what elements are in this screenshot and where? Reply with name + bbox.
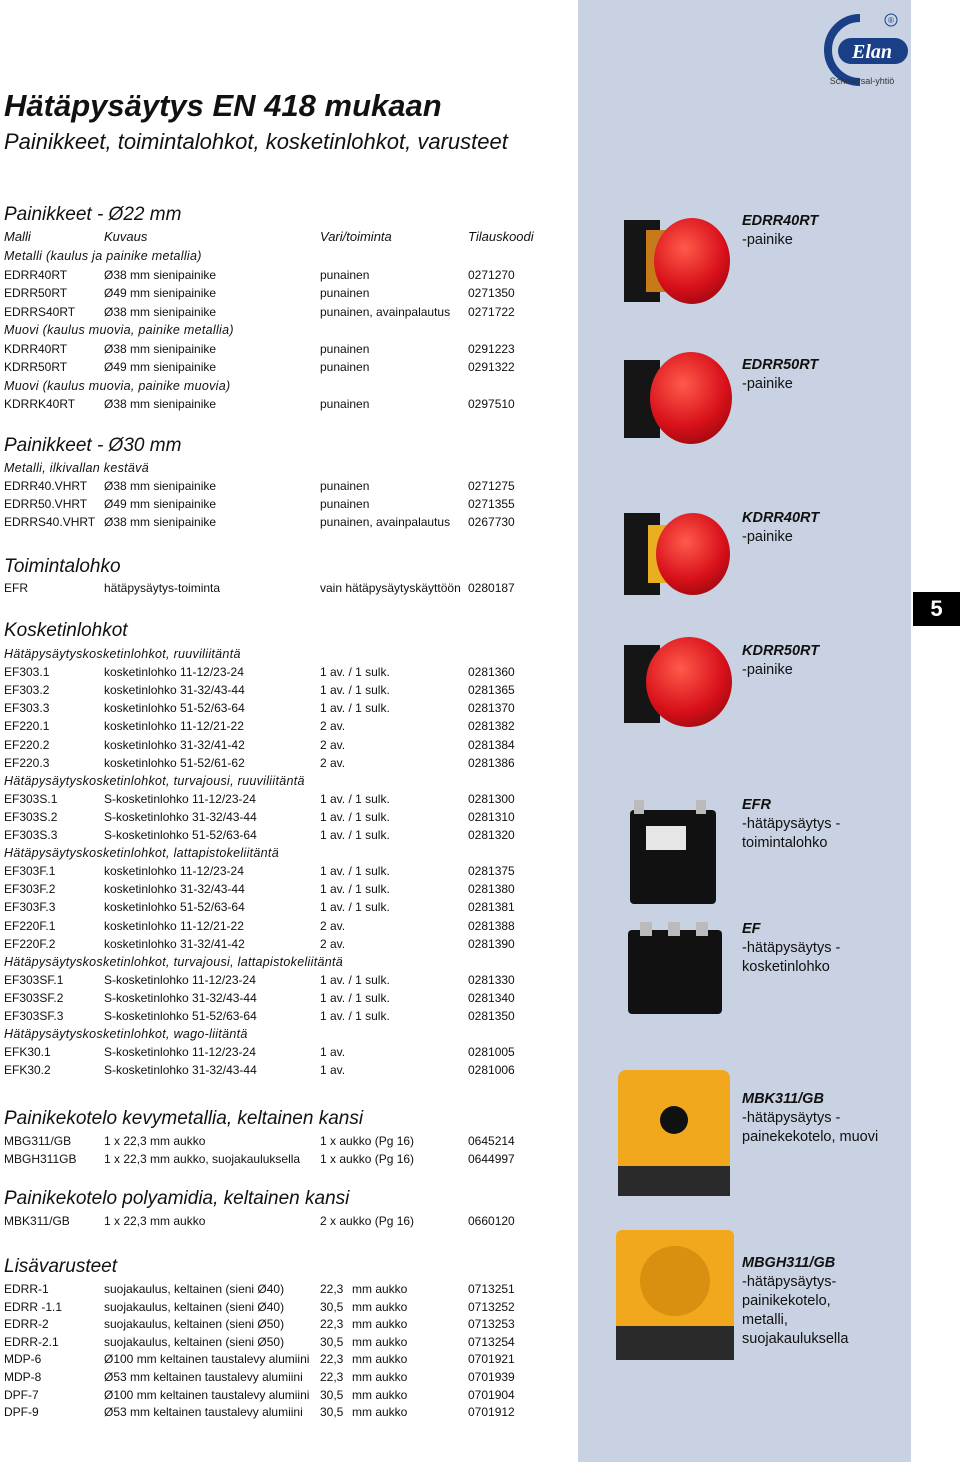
table-row [0,756,578,774]
product-photo-mbk311gb [618,1070,730,1196]
table-row [0,1045,578,1063]
cell: EF303S.2 [4,809,58,824]
table-row [0,973,578,991]
cell: MBK311/GB [4,1214,70,1228]
photo-caption [742,509,907,547]
table-row [0,828,578,846]
cell: S-kosketinlohko 51-52/63-64 [104,828,257,842]
cell: EDRR-1 [4,1282,49,1296]
cell: 1 av. [320,1045,346,1060]
cell: 1 av. [320,1063,346,1078]
cell: Ø49 mm sienipainike [104,286,217,300]
table-row [0,665,578,683]
cell: 0281386 [468,755,515,770]
cell: 0713252 [468,1299,515,1314]
cell: DPF-7 [4,1387,39,1402]
cell: 0644997 [468,1152,515,1166]
page-subtitle: Painikkeet, toimintalohkot, kosketinlohkot, varusteet [4,129,508,154]
registered-mark: ® [888,16,894,25]
caption-product-name: EFR [742,797,771,813]
cell: 2 x aukko (Pg 16) [320,1214,415,1228]
cell: KDRR50RT [4,360,68,374]
photo-caption [742,920,907,977]
cell: mm aukko [352,1282,408,1296]
cell: EF303S.1 [4,791,58,806]
cell: EF303F.3 [4,900,56,915]
photo-caption [742,796,907,853]
cell: 0281350 [468,1009,515,1023]
cell: 1 x 22,3 mm aukko [104,1134,206,1148]
group-label: Muovi (kaulus muovia, painike muovia) [4,378,231,393]
cell: punainen [320,479,370,493]
caption-line: metalli, [742,1312,788,1328]
cell: Ø53 mm keltainen taustalevy alumiini [104,1370,303,1384]
group-label: Hätäpysäytyskosketinlohkot, ruuviliitäntä [4,647,241,661]
table-row [0,1152,578,1170]
cell: 1 av. / 1 sulk. [320,828,390,842]
cell: 0713253 [468,1317,515,1332]
table-row [0,792,578,810]
cell: 1 av. / 1 sulk. [320,665,390,680]
group-label: Hätäpysäytyskosketinlohkot, lattapistokeliitäntä [4,846,279,861]
cell: 22,3 [320,1352,344,1367]
cell: EFK30.1 [4,1045,51,1060]
page-title: Hätäpysäytys EN 418 mukaan [4,88,442,123]
caption-line: -hätäpysäytys- [742,1274,837,1290]
table-row [0,864,578,882]
cell: MBGH311GB [4,1152,77,1166]
cell: 22,3 [320,1370,344,1384]
cell: 1 x aukko (Pg 16) [320,1152,415,1166]
cell: 2 av. [320,936,346,951]
cell: 0281365 [468,683,515,698]
cell: EF303S.3 [4,828,58,842]
cell: 0271722 [468,304,515,319]
cell: 1 x 22,3 mm aukko [104,1214,206,1228]
cell: 1 x 22,3 mm aukko, suojakauluksella [104,1152,301,1166]
caption-line: toimintalohko [742,835,828,851]
cell: 0645214 [468,1134,515,1148]
cell: 0291322 [468,360,515,374]
photo-caption [742,642,907,680]
table-row [0,1388,578,1406]
caption-line: -painike [742,232,793,248]
cell: MBG311/GB [4,1134,72,1148]
cell: Ø53 mm keltainen taustalevy alumiini [104,1405,303,1420]
table-row [0,882,578,900]
cell: 0660120 [468,1214,515,1228]
cell: 0281381 [468,900,515,915]
cell: EDRR40RT [4,267,68,282]
cell: 0281382 [468,719,515,734]
caption-line: -painike [742,662,793,678]
product-photo-kdrr50rt [620,635,732,731]
column-header: Malli [4,229,31,244]
caption-line: kosketinlohko [742,959,830,975]
product-photo-kdrr40rt [620,505,732,603]
cell: EF220.2 [4,737,50,752]
cell: S-kosketinlohko 31-32/43-44 [104,809,257,824]
cell: S-kosketinlohko 11-12/23-24 [104,1045,256,1060]
cell: 0271350 [468,286,515,300]
cell: mm aukko [352,1299,408,1314]
group-label: Muovi (kaulus muovia, painike metallia) [4,323,234,337]
cell: kosketinlohko 11-12/21-22 [104,719,244,734]
cell: EF220.3 [4,755,50,770]
product-photo-mbgh311gb [616,1230,734,1360]
section-title: Painikkeet - Ø30 mm [4,435,182,456]
cell: 0701904 [468,1387,515,1402]
cell: kosketinlohko 31-32/43-44 [104,683,245,698]
cell: S-kosketinlohko 51-52/63-64 [104,1009,257,1023]
table-row [0,286,578,304]
cell: 30,5 [320,1334,344,1349]
column-header: Kuvaus [104,229,148,244]
cell: suojakaulus, keltainen (sieni Ø40) [104,1282,285,1296]
cell: punainen [320,286,370,300]
cell: Ø38 mm sienipainike [104,479,217,493]
table-row [0,1009,578,1027]
cell: vain hätäpysäytyskäyttöön [320,581,461,595]
table-row [0,1300,578,1318]
cell: 1 av. / 1 sulk. [320,882,390,897]
table-row [0,1335,578,1353]
cell: S-kosketinlohko 11-12/23-24 [104,972,256,987]
cell: 0281390 [468,936,515,951]
caption-product-name: EDRR50RT [742,357,819,373]
cell: 0701921 [468,1352,515,1367]
product-photo-ef [624,916,726,1020]
section-title: Kosketinlohkot [4,620,128,641]
table-row [0,497,578,515]
cell: 0297510 [468,397,515,411]
cell: EDRR50.VHRT [4,497,88,511]
cell: 0713251 [468,1282,515,1296]
cell: S-kosketinlohko 11-12/23-24 [104,791,256,806]
cell: kosketinlohko 51-52/61-62 [104,755,245,770]
cell: suojakaulus, keltainen (sieni Ø40) [104,1299,285,1314]
table-row [0,268,578,286]
cell: 22,3 [320,1282,344,1296]
table-row [0,360,578,378]
cell: EDRR -1.1 [4,1299,63,1314]
cell: punainen [320,341,370,356]
cell: EFR [4,581,28,595]
cell: kosketinlohko 11-12/21-22 [104,918,244,933]
cell: punainen [320,397,370,411]
cell: 0267730 [468,515,515,529]
cell: 0281300 [468,791,515,806]
cell: EF303.1 [4,665,50,680]
cell: 1 av. / 1 sulk. [320,701,390,716]
cell: EF303SF.3 [4,1009,64,1023]
cell: 0281370 [468,701,515,716]
cell: 1 av. / 1 sulk. [320,683,390,698]
cell: 2 av. [320,719,346,734]
cell: 1 av. / 1 sulk. [320,864,390,879]
product-photo-edrr40rt [620,212,732,310]
group-label: Metalli (kaulus ja painike metallia) [4,249,202,263]
cell: 0281380 [468,882,515,897]
cell: S-kosketinlohko 31-32/43-44 [104,990,257,1005]
cell: 0281388 [468,918,515,933]
cell: 2 av. [320,755,346,770]
cell: 0281360 [468,665,515,680]
cell: 0281006 [468,1063,515,1078]
caption-product-name: MBGH311/GB [742,1255,836,1271]
cell: suojakaulus, keltainen (sieni Ø50) [104,1334,285,1349]
cell: Ø100 mm keltainen taustalevy alumiini [104,1352,310,1367]
cell: KDRRK40RT [4,397,76,411]
cell: punainen [320,267,370,282]
product-photo-efr [624,800,722,908]
cell: 2 av. [320,737,346,752]
cell: hätäpysäytys-toiminta [104,581,221,595]
cell: Ø49 mm sienipainike [104,360,217,374]
cell: kosketinlohko 51-52/63-64 [104,701,245,716]
caption-product-name: EDRR40RT [742,213,819,229]
cell: Ø100 mm keltainen taustalevy alumiini [104,1387,310,1402]
table-row [0,479,578,497]
table-row [0,342,578,360]
cell: 22,3 [320,1317,344,1332]
cell: mm aukko [352,1334,408,1349]
section-title: Toimintalohko [4,556,121,577]
cell: Ø38 mm sienipainike [104,341,217,356]
caption-product-name: KDRR40RT [742,510,820,526]
table-row [0,991,578,1009]
table-row [0,1134,578,1152]
cell: Ø38 mm sienipainike [104,397,217,411]
cell: 30,5 [320,1299,344,1314]
cell: EF220F.1 [4,918,56,933]
cell: mm aukko [352,1370,408,1384]
cell: EDRR50RT [4,286,68,300]
table-row [0,701,578,719]
cell: EDRR-2.1 [4,1334,59,1349]
caption-line: suojakauluksella [742,1331,849,1347]
table-row [0,305,578,323]
section-title: Painikekotelo polyamidia, keltainen kansi [4,1188,350,1209]
caption-line: -hätäpysäytys - [742,940,841,956]
section-title: Lisävarusteet [4,1256,118,1277]
cell: Ø38 mm sienipainike [104,267,217,282]
cell: suojakaulus, keltainen (sieni Ø50) [104,1317,285,1332]
group-label: Hätäpysäytyskosketinlohkot, wago-liitäntä [4,1027,248,1042]
table-row [0,719,578,737]
caption-line: painekekotelo, muovi [742,1129,879,1145]
cell: 0281340 [468,990,515,1005]
cell: 0271355 [468,497,515,511]
column-header-row [0,229,578,247]
cell: 1 av. / 1 sulk. [320,809,390,824]
table-row [0,1317,578,1335]
cell: 0701939 [468,1370,515,1384]
cell: 0281005 [468,1045,515,1060]
cell: 30,5 [320,1405,344,1420]
page-tab: 5 [913,592,960,626]
cell: 0281375 [468,864,515,879]
cell: mm aukko [352,1405,408,1420]
photo-caption [742,1090,907,1147]
table-row [0,900,578,918]
cell: 30,5 [320,1387,344,1402]
cell: kosketinlohko 11-12/23-24 [104,665,244,680]
cell: 1 av. / 1 sulk. [320,1009,390,1023]
table-row [0,683,578,701]
cell: EF303SF.1 [4,972,64,987]
cell: kosketinlohko 51-52/63-64 [104,900,245,915]
cell: 0291223 [468,341,515,356]
logo-subtitle: Schmersal-yhtiö [829,76,895,86]
cell: kosketinlohko 31-32/41-42 [104,737,245,752]
group-label: Metalli, ilkivallan kestävä [4,461,149,475]
cell: 0271270 [468,267,515,282]
photo-caption [742,1254,907,1349]
cell: EDRRS40RT [4,304,76,319]
cell: kosketinlohko 31-32/43-44 [104,882,245,897]
cell: Ø49 mm sienipainike [104,497,217,511]
cell: DPF-9 [4,1405,39,1420]
table-row [0,937,578,955]
cell: Ø38 mm sienipainike [104,304,217,319]
caption-product-name: MBK311/GB [742,1091,824,1107]
cell: mm aukko [352,1317,408,1332]
caption-line: -painike [742,529,793,545]
table-row [0,1282,578,1300]
cell: MDP-6 [4,1352,42,1367]
cell: EDRR40.VHRT [4,479,88,493]
photo-caption [742,356,907,394]
cell: EF303SF.2 [4,990,64,1005]
cell: 1 av. / 1 sulk. [320,900,390,915]
cell: EF220F.2 [4,936,56,951]
cell: 1 av. / 1 sulk. [320,990,390,1005]
cell: 1 x aukko (Pg 16) [320,1134,415,1148]
table-row [0,1352,578,1370]
product-photo-edrr50rt [620,350,732,446]
cell: kosketinlohko 11-12/23-24 [104,864,244,879]
table-row [0,1405,578,1423]
cell: 0281310 [468,809,515,824]
column-header: Vari/toiminta [320,229,392,244]
cell: 0280187 [468,581,515,595]
table-row [0,581,578,599]
cell: 0281330 [468,972,515,987]
table-row [0,738,578,756]
cell: 0281384 [468,737,515,752]
cell: EF303.3 [4,701,50,716]
cell: mm aukko [352,1387,408,1402]
cell: EF220.1 [4,719,50,734]
caption-line: -painike [742,376,793,392]
cell: 0271275 [468,479,515,493]
table-row [0,810,578,828]
group-label: Hätäpysäytyskosketinlohkot, turvajousi, lattapistokeliitäntä [4,954,343,969]
section-title: Painikekotelo kevymetallia, keltainen kansi [4,1108,364,1129]
cell: EF303.2 [4,683,50,698]
cell: 0281320 [468,828,515,842]
cell: kosketinlohko 31-32/41-42 [104,936,245,951]
table-row [0,397,578,415]
caption-line: -hätäpysäytys - [742,816,841,832]
cell: EF303F.1 [4,864,56,879]
cell: EFK30.2 [4,1063,51,1078]
cell: MDP-8 [4,1370,42,1384]
photo-caption [742,212,907,250]
caption-product-name: EF [742,921,761,937]
cell: mm aukko [352,1352,408,1367]
cell: punainen [320,497,370,511]
caption-line: painikekotelo, [742,1293,831,1309]
column-header: Tilauskoodi [468,229,534,244]
table-row [0,1063,578,1081]
table-row [0,1370,578,1388]
cell: 1 av. / 1 sulk. [320,972,390,987]
section-title: Painikkeet - Ø22 mm [4,204,182,225]
cell: 0713254 [468,1334,515,1349]
cell: punainen, avainpalautus [320,304,451,319]
table-row [0,515,578,533]
group-label: Hätäpysäytyskosketinlohkot, turvajousi, ruuviliitäntä [4,773,305,788]
cell: EDRRS40.VHRT [4,515,96,529]
cell: S-kosketinlohko 31-32/43-44 [104,1063,257,1078]
logo-text: Elan [851,41,893,63]
table-row [0,1214,578,1232]
caption-product-name: KDRR50RT [742,643,820,659]
cell: EF303F.2 [4,882,56,897]
cell: Ø38 mm sienipainike [104,515,217,529]
table-row [0,919,578,937]
cell: punainen [320,360,370,374]
cell: 2 av. [320,918,346,933]
cell: 1 av. / 1 sulk. [320,791,390,806]
cell: KDRR40RT [4,341,68,356]
caption-line: -hätäpysäytys - [742,1110,841,1126]
cell: EDRR-2 [4,1317,49,1332]
cell: 0701912 [468,1405,515,1420]
cell: punainen, avainpalautus [320,515,451,529]
